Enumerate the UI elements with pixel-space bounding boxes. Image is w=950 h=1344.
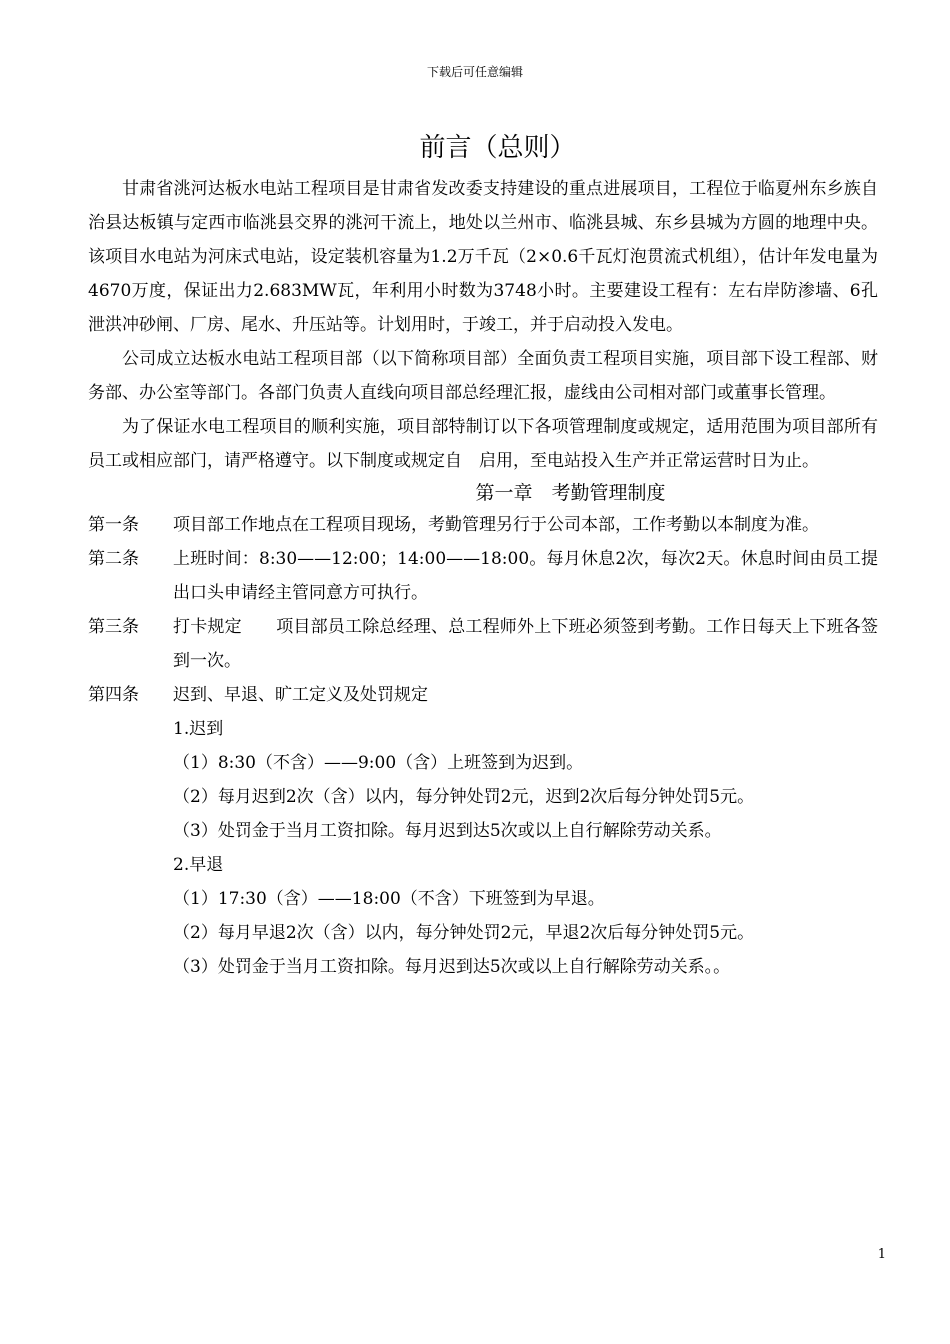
list-item: （1）17:30（含）——18:00（不含）下班签到为早退。	[173, 889, 605, 909]
article-label: 第一条	[88, 515, 139, 535]
article-label: 第二条	[88, 549, 139, 569]
list-item: （3）处罚金于当月工资扣除。每月迟到达5次或以上自行解除劳动关系。	[173, 821, 722, 841]
preface-paragraph-3: 为了保证水电工程项目的顺利实施，项目部特制订以下各项管理制度或规定，适用范围为项目部所有员工或相应部门，请严格遵守。以下制度或规定自 启用，至电站投入生产并正常运营时日为止。	[88, 417, 878, 471]
preface-paragraph-2: 公司成立达板水电站工程项目部（以下简称项目部）全面负责工程项目实施，项目部下设工程部、财务部、办公室等部门。各部门负责人直线向项目部总经理汇报，虚线由公司相对部门或董事长管理。	[88, 349, 878, 403]
section-heading-early-leave: 2.早退	[173, 855, 224, 875]
page-number: 1	[877, 1247, 886, 1262]
article-label: 第四条	[88, 685, 139, 705]
list-item: （1）8:30（不含）——9:00（含）上班签到为迟到。	[173, 753, 584, 773]
article-text: 迟到、早退、旷工定义及处罚规定	[173, 685, 428, 705]
document-body	[88, 172, 878, 984]
list-item: （2）每月迟到2次（含）以内，每分钟处罚2元，迟到2次后每分钟处罚5元。	[173, 787, 755, 807]
page-header: 下载后可任意编辑	[426, 65, 523, 79]
document-title: 前言（总则）	[419, 133, 576, 163]
article-text: 上班时间：8:30——12:00；14:00——18:00。每月休息2次，每次2天。休息时间由员工提出口头申请经主管同意方可执行。	[173, 549, 878, 603]
article-label: 第三条	[88, 617, 139, 637]
article-text: 打卡规定 项目部员工除总经理、总工程师外上下班必须签到考勤。工作日每天上下班各签到一次。	[173, 617, 878, 671]
article-4	[88, 678, 878, 712]
article-1	[88, 508, 878, 542]
list-item: （2）每月早退2次（含）以内，每分钟处罚2元，早退2次后每分钟处罚5元。	[173, 923, 755, 943]
section-heading-late: 1.迟到	[173, 719, 224, 739]
list-item: （3）处罚金于当月工资扣除。每月迟到达5次或以上自行解除劳动关系。。	[173, 957, 731, 977]
article-text: 项目部工作地点在工程项目现场，考勤管理另行于公司本部，工作考勤以本制度为准。	[173, 515, 819, 535]
article-2	[88, 542, 878, 610]
article-3	[88, 610, 878, 678]
preface-paragraph-1: 甘肃省洮河达板水电站工程项目是甘肃省发改委支持建设的重点进展项目，工程位于临夏州东乡族自治县达板镇与定西市临洮县交界的洮河干流上，地处以兰州市、临洮县城、东乡县城为方圆的地理中央。该项目水电站为河床式电站，设定装机容量为1.2万千瓦（2×0.6千瓦灯泡贯流式机组），估计年发电量为4670万度，保证出力2.683MW瓦，年利用小时数为3748小时。主要建设工程有：左右岸防渗墙、6孔泄洪冲砂闸、厂房、尾水、升压站等。计划用时，于竣工，并于启动投入发电。	[88, 179, 878, 335]
chapter-title: 第一章 考勤管理制度	[475, 482, 666, 504]
